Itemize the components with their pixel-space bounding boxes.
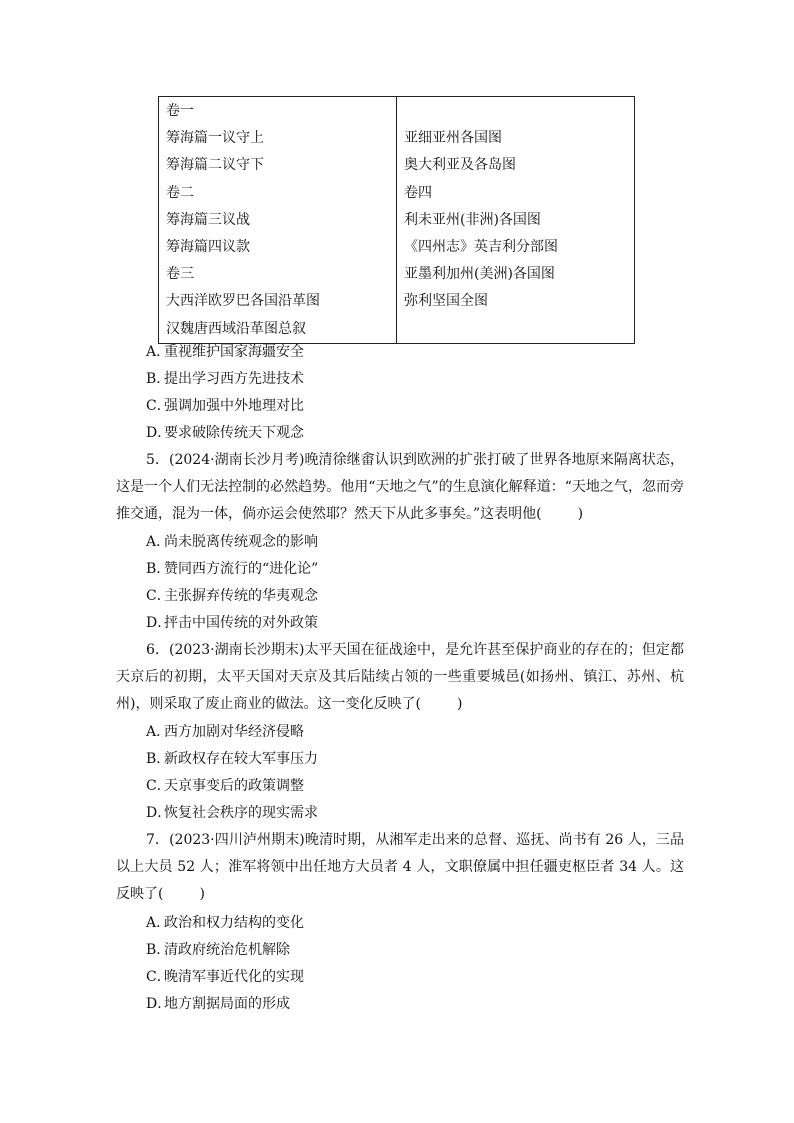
contents-entry-left: 卷三 [166, 266, 194, 283]
question-4-option-b[interactable]: B．提出学习西方先进技术 [146, 371, 304, 387]
contents-entry-right [397, 98, 634, 125]
contents-table-left-column [159, 97, 397, 344]
question-4-options [146, 339, 706, 447]
question-5-option-d[interactable]: D．抨击中国传统的对外政策 [146, 615, 318, 631]
question-7-options [146, 910, 706, 1018]
question-6-option-d[interactable]: D．恢复社会秩序的现实需求 [146, 805, 318, 821]
contents-entry-left: 大西洋欧罗巴各国沿革图 [166, 293, 320, 310]
contents-entry-left: 筹海篇一议守上 [166, 130, 264, 147]
question-5-option-a[interactable]: A．尚未脱离传统观念的影响 [146, 534, 318, 550]
question-6-option-c[interactable]: C．天京事变后的政策调整 [146, 778, 304, 794]
question-6-options [146, 719, 706, 827]
question-7-option-a[interactable]: A．政治和权力结构的变化 [146, 915, 304, 931]
question-4-option-a[interactable]: A．重视维护国家海疆安全 [146, 344, 304, 360]
contents-entry-right: 亚细亚州各国图 [404, 130, 502, 147]
question-5-options [146, 529, 706, 637]
contents-entry-right: 弥利坚国全图 [404, 293, 488, 310]
question-5-option-b[interactable]: B．赞同西方流行的“进化论” [146, 561, 319, 577]
contents-entry-left: 筹海篇三议战 [166, 211, 250, 228]
question-7-option-d[interactable]: D．地方割据局面的形成 [146, 996, 290, 1012]
question-4-option-d[interactable]: D．要求破除传统天下观念 [146, 425, 304, 441]
contents-entry-left: 筹海篇四议款 [166, 238, 250, 255]
contents-entry-left: 筹海篇二议守下 [166, 157, 264, 174]
question-6-stem: 6．(2023·湖南长沙期末)太平天国在征战途中，是允许甚至保护商业的存在的；但定都天京后的初期，太平天国对天京及其后陆续占领的一些重要城邑(如扬州、镇江、苏州、杭州)，则采取了废止商业的做法。这一变化反映了( ) [116, 642, 684, 712]
contents-entry-right: 亚墨利加州(美洲)各国图 [404, 266, 555, 283]
question-6-option-a[interactable]: A．西方加剧对华经济侵略 [146, 724, 304, 740]
contents-entry-right: 卷四 [404, 184, 432, 201]
question-6-option-b[interactable]: B．新政权存在较大军事压力 [146, 751, 318, 767]
question-7-option-c[interactable]: C．晚清军事近代化的实现 [146, 969, 304, 985]
contents-entry-right: 利未亚州(非洲)各国图 [404, 211, 541, 228]
contents-entry-left: 卷二 [166, 184, 194, 201]
contents-entry-right: 奥大利亚及各岛图 [404, 157, 516, 174]
question-5-stem: 5．(2024·湖南长沙月考)晚清徐继畬认识到欧洲的扩张打破了世界各地原来隔离状态，这是一个人们无法控制的必然趋势。他用“天地之气”的生息演化解释道：“天地之气，忽而旁推交通，混为一体，倘亦运会使然耶？然天下从此多事矣。”这表明他( ) [116, 452, 684, 522]
contents-table-right-column [397, 97, 635, 344]
contents-table [158, 96, 635, 344]
contents-entry-left: 汉魏唐西域沿革图总叙 [166, 320, 306, 337]
question-7-stem: 7．(2023·四川泸州期末)晚清时期，从湘军走出来的总督、巡抚、尚书有 26 人，三品以上大员 52 人；淮军将领中出任地方大员者 4 人，文职僚属中担任疆吏枢臣者 34 人。这反映了( ) [116, 832, 684, 902]
contents-entry-right: 《四州志》英吉利分部图 [404, 238, 558, 255]
question-7-option-b[interactable]: B．清政府统治危机解除 [146, 942, 290, 958]
question-5-option-c[interactable]: C．主张摒弃传统的华夷观念 [146, 588, 318, 604]
question-4-option-c[interactable]: C．强调加强中外地理对比 [146, 398, 304, 414]
contents-entry-left: 卷一 [166, 103, 194, 119]
